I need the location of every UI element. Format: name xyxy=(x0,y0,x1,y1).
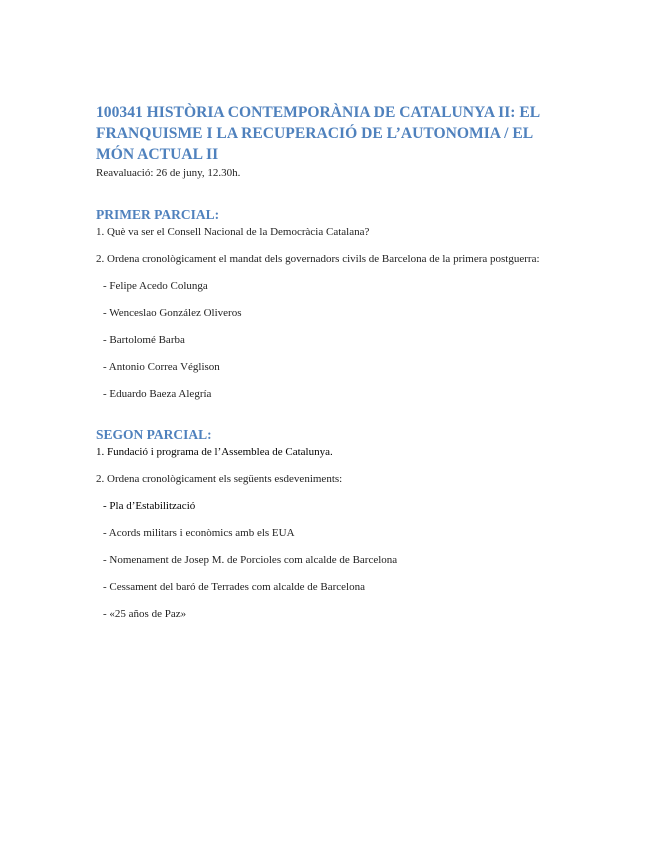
list-item: - Antonio Correa Véglison xyxy=(103,361,220,373)
list-item: - Eduardo Baeza Alegría xyxy=(103,388,212,400)
document-title: 100341 HISTÒRIA CONTEMPORÀNIA DE CATALUNYA II: EL FRANQUISME I LA RECUPERACIÓ DE L’AUTONOMIA / EL MÓN ACTUAL II xyxy=(96,104,540,163)
list-item: - Wenceslao González Oliveros xyxy=(103,307,242,319)
list-item: - Pla d’Estabilització xyxy=(103,500,196,512)
segon-parcial-question-1: 1. Fundació i programa de l’Assemblea de Catalunya. xyxy=(96,446,333,458)
list-item: - «25 años de Paz» xyxy=(103,608,187,620)
list-item: - Bartolomé Barba xyxy=(103,334,185,346)
segon-parcial-section xyxy=(96,426,566,622)
list-item: - Nomenament de Josep M. de Porcioles com alcalde de Barcelona xyxy=(103,554,398,566)
exam-page xyxy=(96,102,566,622)
primer-parcial-heading: PRIMER PARCIAL: xyxy=(96,207,220,222)
primer-parcial-question-1: 1. Què va ser el Consell Nacional de la Democràcia Catalana? xyxy=(96,226,370,238)
list-item: - Felipe Acedo Colunga xyxy=(103,280,208,292)
segon-parcial-question-2: 2. Ordena cronològicament els següents esdeveniments: xyxy=(96,473,343,485)
list-item: - Acords militars i econòmics amb els EUA xyxy=(103,527,295,539)
primer-parcial-question-2: 2. Ordena cronològicament el mandat dels governadors civils de Barcelona de la primera postguerra: xyxy=(96,253,540,265)
list-item: - Cessament del baró de Terrades com alcalde de Barcelona xyxy=(103,581,365,593)
segon-parcial-heading: SEGON PARCIAL: xyxy=(96,427,212,442)
primer-parcial-section xyxy=(96,206,566,402)
document-subtitle: Reavaluació: 26 de juny, 12.30h. xyxy=(96,167,241,179)
